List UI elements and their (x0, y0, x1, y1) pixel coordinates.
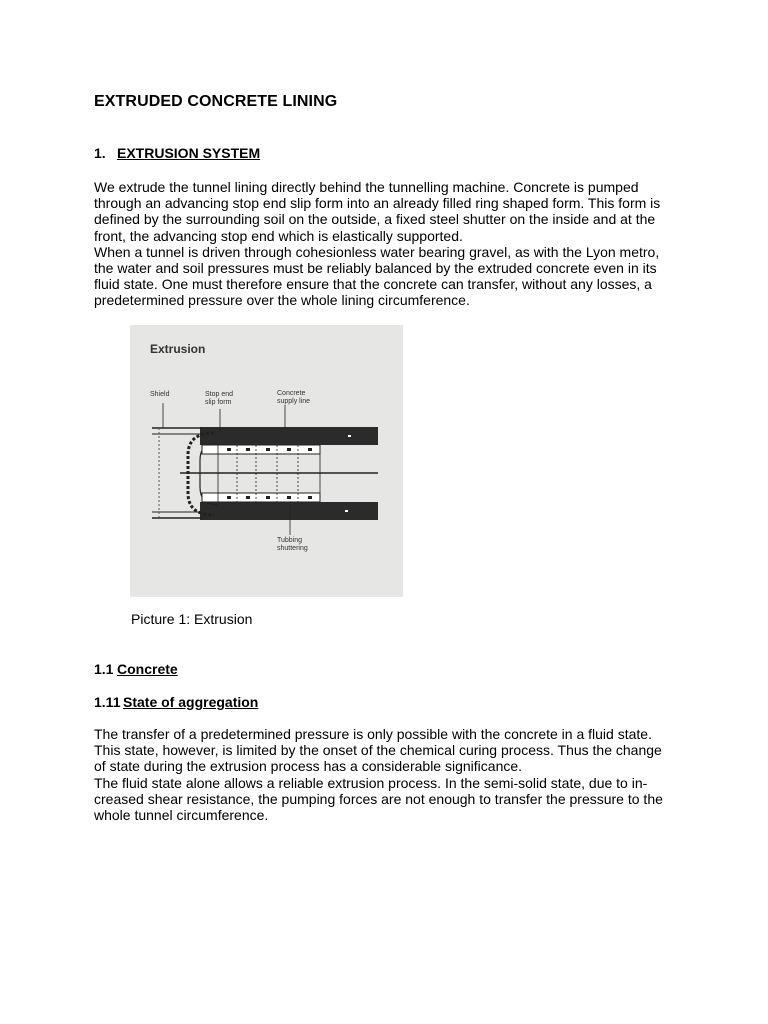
paragraph-line: the water and soil pressures must be reliably balanced by the extruded concrete even in its (94, 260, 657, 277)
section-number: 1.1 (94, 661, 114, 677)
figure-caption: Picture 1: Extrusion (131, 611, 253, 627)
lining-band-top (200, 427, 378, 445)
figure-title: Extrusion (150, 342, 206, 356)
label-stop-end-slip-form: Stop end slip form (205, 391, 234, 406)
extrusion-diagram (130, 325, 403, 597)
lining-band-bottom (200, 502, 378, 520)
label-shield: Shield (150, 391, 170, 398)
section-heading-concrete (94, 661, 178, 677)
state-of-aggregation-paragraph (94, 726, 694, 823)
section-label: State of aggregation (123, 694, 259, 710)
paragraph-line: defined by the surrounding soil on the outside, a fixed steel shutter on the inside and at the (94, 211, 656, 228)
paragraph-line: whole tunnel circumference. (94, 807, 269, 824)
extrusion-system-paragraph (94, 179, 694, 309)
label-concrete-supply-line: Concrete supply line (277, 390, 311, 405)
paragraph-line: When a tunnel is driven through cohesionless water bearing gravel, as with the Lyon metro, (94, 243, 660, 260)
paragraph-line: predetermined pressure over the whole lining circumference. (94, 292, 470, 309)
paragraph-line: through an advancing stop end slip form into an already filled ring shaped form. This form is (94, 195, 661, 212)
extrusion-figure (130, 325, 403, 597)
paragraph-line: This state, however, is limited by the onset of the chemical curing process. Thus the change (94, 742, 662, 759)
paragraph-line: of state during the extrusion process has a considerable significance. (94, 758, 523, 775)
section-heading-extrusion-system (94, 145, 260, 161)
shuttering-bottom (202, 493, 320, 502)
shuttering-top (202, 445, 320, 454)
paragraph-line: creased shear resistance, the pumping forces are not enough to transfer the pressure to the (94, 790, 663, 807)
section-number: 1. (94, 145, 106, 161)
section-label: Concrete (117, 661, 178, 677)
section-number: 1.11 (94, 694, 121, 710)
section-label: EXTRUSION SYSTEM (117, 145, 261, 161)
label-tubbing-shuttering: Tubbing shuttering (277, 537, 308, 552)
section-heading-state-of-aggregation (94, 694, 258, 710)
document-title: EXTRUDED CONCRETE LINING (94, 93, 338, 110)
paragraph-line: The transfer of a predetermined pressure is only possible with the concrete in a fluid state. (94, 726, 652, 742)
paragraph-line: fluid state. One must therefore ensure that the concrete can transfer, without any losses, a (94, 276, 652, 293)
paragraph-line: The fluid state alone allows a reliable extrusion process. In the semi-solid state, due to in- (94, 774, 648, 791)
paragraph-line: front, the advancing stop end which is elastically supported. (94, 227, 463, 244)
paragraph-line: We extrude the tunnel lining directly behind the tunnelling machine. Concrete is pumped (94, 179, 639, 195)
